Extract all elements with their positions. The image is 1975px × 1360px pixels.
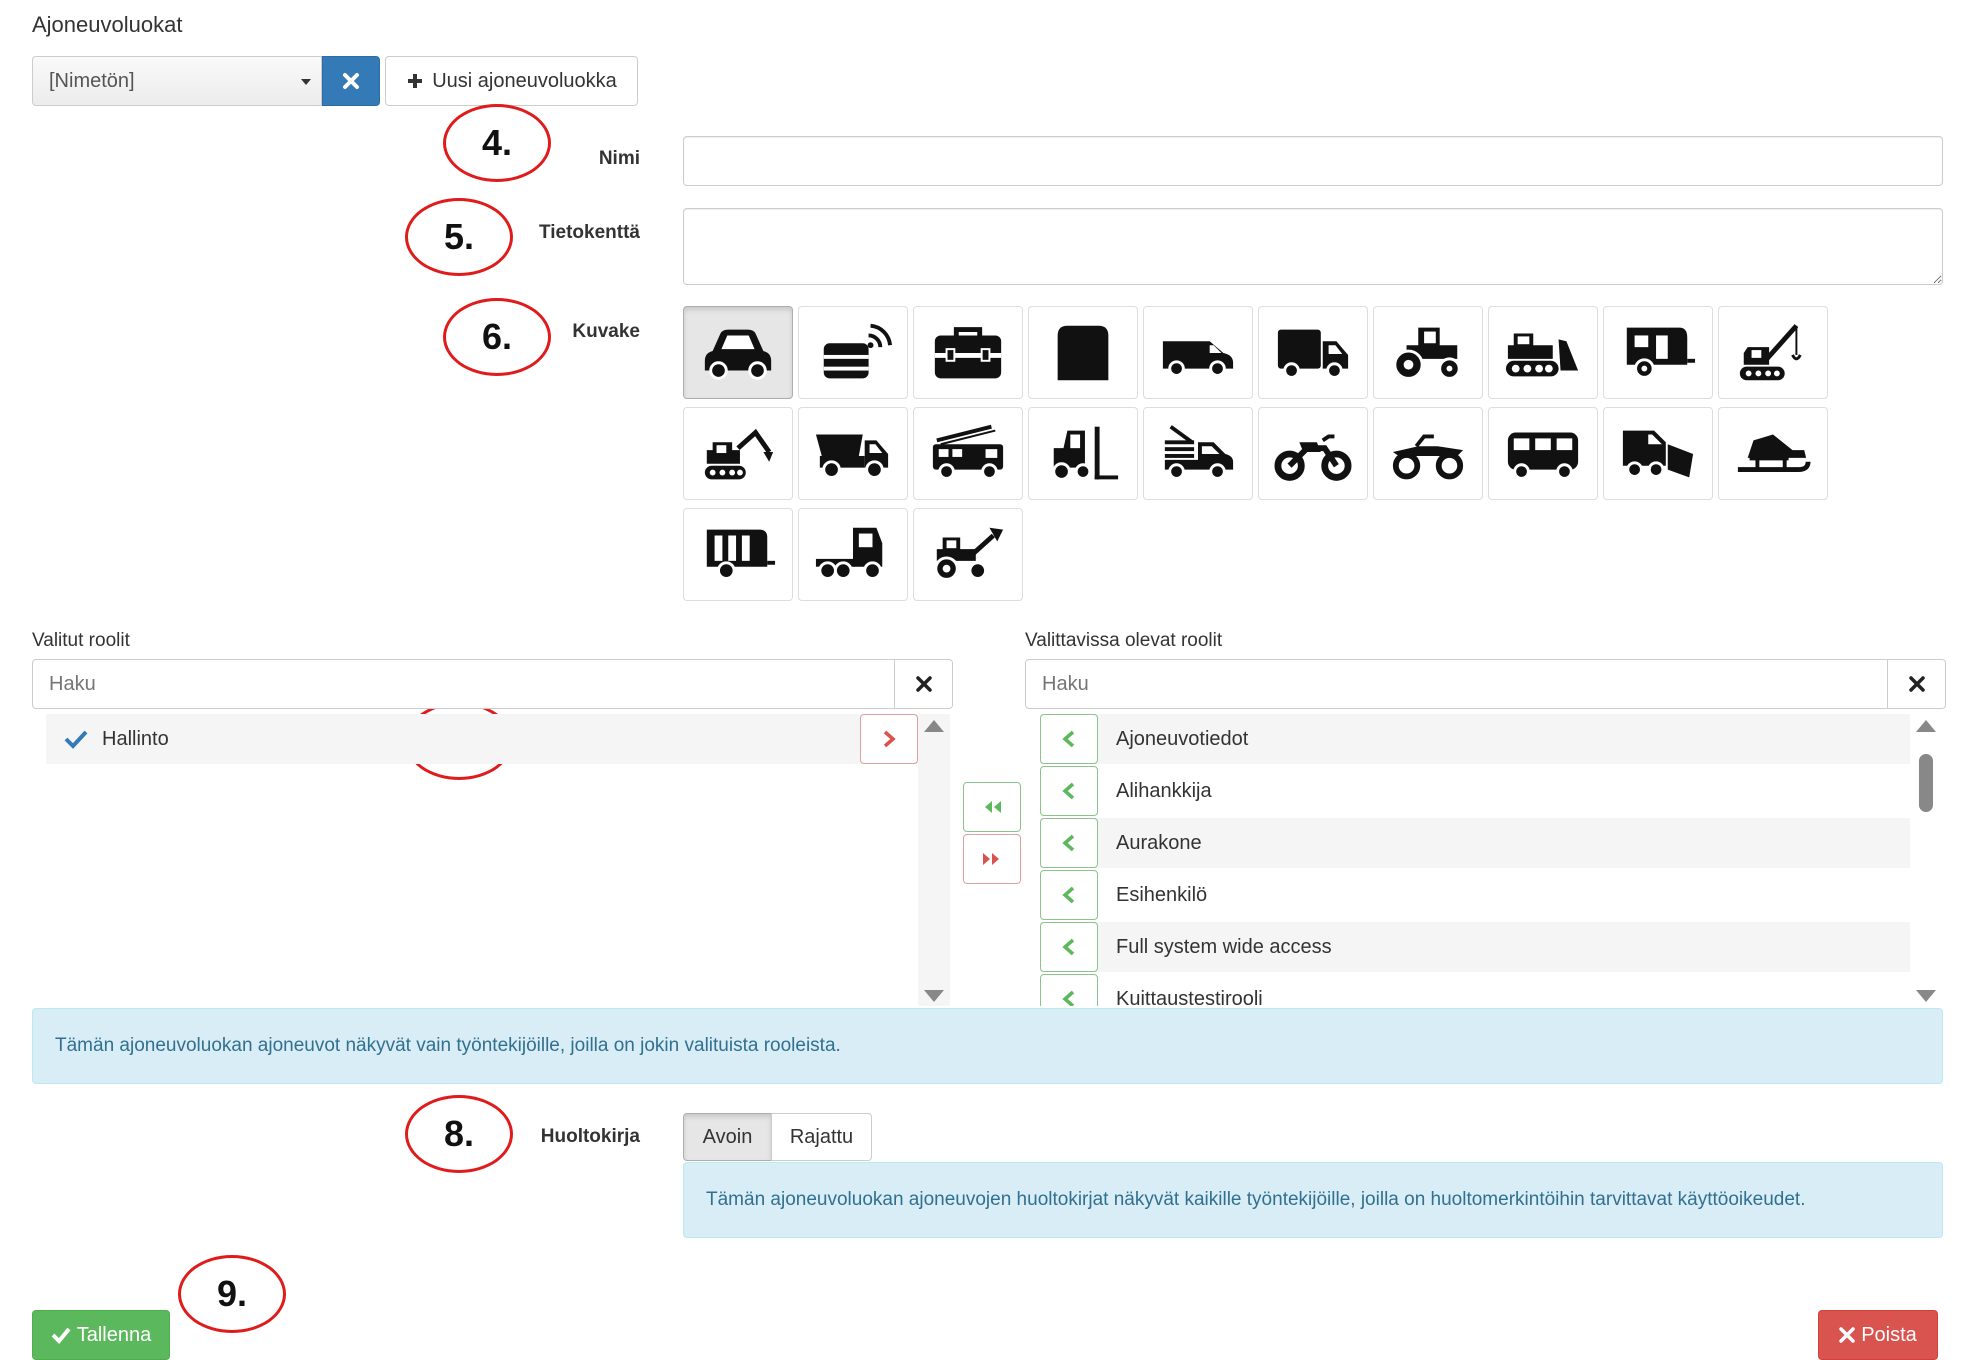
maintenance-info-text: Tämän ajoneuvoluokan ajoneuvojen huoltokirjat näkyvät kaikille työntekijöille, joilla on huoltomerkintöihin tarvittavat käyttöoikeudet. [706, 1189, 1806, 1210]
roles-info-text: Tämän ajoneuvoluokan ajoneuvot näkyvät vain työntekijöille, joilla on jokin valituista rooleista. [55, 1035, 841, 1056]
callout-6: 6. [443, 298, 551, 376]
close-icon [1909, 676, 1925, 692]
quad-bike-icon [1389, 422, 1467, 486]
info-field-label: Tietokenttä [538, 222, 640, 243]
add-role-button[interactable] [1040, 818, 1098, 868]
trailer-icon [699, 523, 777, 587]
close-icon [916, 676, 932, 692]
bulldozer-icon [1504, 321, 1582, 385]
remove-role-button[interactable] [860, 714, 918, 764]
add-role-button[interactable] [1040, 714, 1098, 764]
close-icon [1839, 1327, 1855, 1343]
new-vehicle-class-label: Uusi ajoneuvoluokka [432, 69, 617, 92]
name-input[interactable] [683, 136, 1943, 186]
icon-option-tractor[interactable] [1373, 306, 1483, 399]
callout-9: 9. [178, 1255, 286, 1333]
scroll-up-arrow-icon[interactable] [924, 720, 944, 732]
maintenance-info-alert [683, 1162, 1943, 1238]
semi-truck-icon [814, 523, 892, 587]
available-roles-list [1025, 714, 1910, 1006]
callout-8: 8. [405, 1095, 513, 1173]
remove-all-roles-button[interactable] [963, 834, 1021, 884]
selected-roles-scrollbar[interactable] [918, 714, 950, 1006]
page-title: Ajoneuvoluokat [32, 12, 183, 37]
icon-option-bus[interactable] [1488, 407, 1598, 500]
crawler-crane-icon [1734, 321, 1812, 385]
maintenance-open-label: Avoin [702, 1125, 753, 1148]
callout-4: 4. [443, 104, 551, 182]
chevron-left-icon [1062, 834, 1076, 852]
icon-option-trailer[interactable] [683, 508, 793, 601]
chevron-left-icon [1062, 990, 1076, 1006]
icon-option-gps-tracker[interactable] [798, 306, 908, 399]
icon-option-toolbox[interactable] [913, 306, 1023, 399]
icon-option-semi-truck[interactable] [798, 508, 908, 601]
icon-option-box[interactable] [1028, 306, 1138, 399]
icon-option-snowmobile[interactable] [1718, 407, 1828, 500]
close-icon [342, 72, 360, 90]
icon-option-dump-truck[interactable] [798, 407, 908, 500]
icon-option-caravan[interactable] [1603, 306, 1713, 399]
icon-label: Kuvake [572, 321, 640, 342]
selected-role-row [46, 714, 918, 764]
snowmobile-icon [1734, 422, 1812, 486]
chevron-left-icon [1062, 730, 1076, 748]
icon-option-van[interactable] [1143, 306, 1253, 399]
chevron-left-icon [1062, 782, 1076, 800]
toolbox-icon [929, 321, 1007, 385]
scroll-down-arrow-icon[interactable] [1916, 990, 1936, 1002]
motorcycle-icon [1274, 422, 1352, 486]
available-role-label: Full system wide access [1116, 935, 1332, 958]
available-role-row [1040, 766, 1910, 816]
chevron-down-icon [301, 79, 311, 85]
available-role-row [1040, 974, 1910, 1006]
maintenance-restricted-toggle[interactable] [771, 1113, 872, 1161]
tractor-icon [1389, 321, 1467, 385]
icon-option-crawler-crane[interactable] [1718, 306, 1828, 399]
timber-truck-icon [1159, 422, 1237, 486]
available-role-label: Aurakone [1116, 831, 1202, 854]
delete-button-label: Poista [1861, 1323, 1917, 1346]
gps-tracker-icon [814, 321, 892, 385]
icon-option-excavator[interactable] [683, 407, 793, 500]
chevron-left-icon [1062, 886, 1076, 904]
icon-option-bulldozer[interactable] [1488, 306, 1598, 399]
snowplow-truck-icon [1619, 422, 1697, 486]
available-roles-search-input[interactable] [1025, 659, 1888, 709]
add-role-button[interactable] [1040, 922, 1098, 972]
clear-selection-button[interactable] [322, 56, 380, 106]
icon-option-forklift[interactable] [1028, 407, 1138, 500]
car-icon [699, 321, 777, 385]
available-role-label: Alihankkija [1116, 779, 1212, 802]
truck-icon [1274, 321, 1352, 385]
icon-option-fire-truck[interactable] [913, 407, 1023, 500]
excavator-icon [699, 422, 777, 486]
icon-option-snowplow-truck[interactable] [1603, 407, 1713, 500]
available-roles-search-clear-button[interactable] [1888, 659, 1946, 709]
info-field-textarea[interactable] [683, 208, 1943, 285]
available-role-row [1040, 818, 1910, 868]
box-icon [1044, 321, 1122, 385]
fire-truck-icon [929, 422, 1007, 486]
icon-option-quad-bike[interactable] [1373, 407, 1483, 500]
available-role-label: Ajoneuvotiedot [1116, 727, 1249, 750]
available-roles-label: Valittavissa olevat roolit [1025, 630, 1223, 651]
available-role-row [1040, 714, 1910, 764]
add-role-button[interactable] [1040, 870, 1098, 920]
double-chevron-left-icon [981, 799, 1003, 815]
checkmark-icon [64, 729, 88, 749]
available-roles-scrollbar[interactable] [1910, 714, 1942, 1006]
scroll-down-arrow-icon[interactable] [924, 990, 944, 1002]
plus-icon [406, 72, 424, 90]
callout-5: 5. [405, 198, 513, 276]
save-button-label: Tallenna [76, 1323, 152, 1346]
icon-option-truck[interactable] [1258, 306, 1368, 399]
dump-truck-icon [814, 422, 892, 486]
available-role-label: Esihenkilö [1116, 883, 1208, 906]
vehicle-class-select-value: [Nimetön] [49, 70, 135, 92]
delete-button[interactable] [1818, 1310, 1938, 1360]
icon-option-timber-truck[interactable] [1143, 407, 1253, 500]
maintenance-restricted-label: Rajattu [789, 1125, 854, 1148]
available-role-row [1040, 922, 1910, 972]
new-vehicle-class-button[interactable] [385, 56, 638, 106]
selected-roles-search-clear-button[interactable] [895, 659, 953, 709]
caravan-icon [1619, 321, 1697, 385]
van-icon [1159, 321, 1237, 385]
available-role-label: Kuittaustestirooli [1116, 987, 1263, 1006]
maintenance-log-label: Huoltokirja [540, 1126, 640, 1147]
double-chevron-right-icon [981, 851, 1003, 867]
selected-role-label: Hallinto [102, 727, 169, 750]
selected-roles-search-input[interactable] [32, 659, 895, 709]
roles-info-alert [32, 1008, 1943, 1084]
icon-option-front-loader-tractor[interactable] [913, 508, 1023, 601]
chevron-left-icon [1062, 938, 1076, 956]
front-loader-tractor-icon [929, 523, 1007, 587]
checkmark-icon [51, 1326, 71, 1344]
save-button[interactable] [32, 1310, 170, 1360]
icon-option-car[interactable] [683, 306, 793, 399]
bus-icon [1504, 422, 1582, 486]
chevron-right-icon [882, 730, 896, 748]
add-role-button[interactable] [1040, 974, 1098, 1006]
add-all-roles-button[interactable] [963, 782, 1021, 832]
available-role-row [1040, 870, 1910, 920]
vehicle-class-select[interactable] [32, 56, 322, 106]
selected-roles-label: Valitut roolit [32, 630, 130, 651]
name-label: Nimi [598, 148, 640, 169]
add-role-button[interactable] [1040, 766, 1098, 816]
maintenance-open-toggle[interactable] [683, 1113, 772, 1161]
scroll-up-arrow-icon[interactable] [1916, 720, 1936, 732]
forklift-icon [1044, 422, 1122, 486]
scrollbar-thumb[interactable] [1919, 754, 1933, 812]
icon-option-motorcycle[interactable] [1258, 407, 1368, 500]
